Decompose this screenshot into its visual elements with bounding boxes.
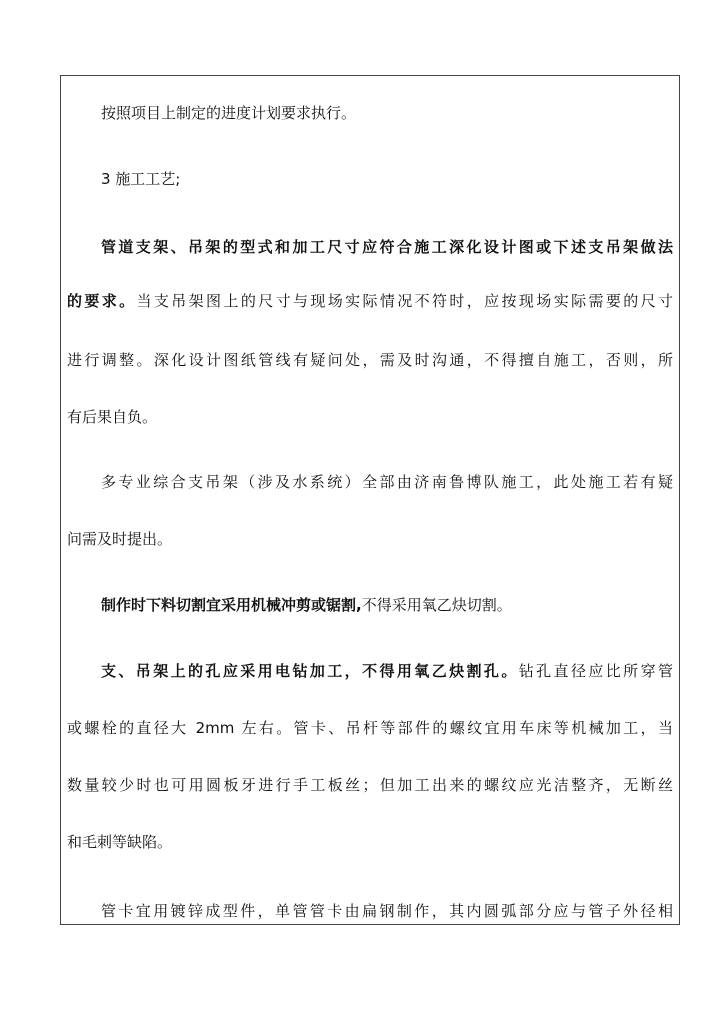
paragraph-holes-line-1 [67,660,673,682]
paragraph-cutting [67,594,673,616]
paragraph-holes-line-3 [67,774,673,796]
text-line: 当支吊架图上的尺寸与现场实际情况不符时，应按现场实际需要的尺寸 [136,292,673,310]
bold-text: 制作时下料切割宜采用机械冲剪或锯割, [101,596,362,614]
text-line: 或螺栓的直径大 2mm 左右。管卡、吊杆等部件的螺纹宜用车床等机械加工，当 [67,719,673,737]
bold-text: 的要求。 [67,292,137,310]
text-line: 钻孔直径应比所穿管 [518,662,673,680]
text-line: 不得采用氧乙炔切割。 [361,596,512,614]
paragraph-multi-discipline-line-1 [67,471,673,493]
text-line: 多专业综合支吊架（涉及水系统）全部由济南鲁博队施工，此处施工若有疑 [101,473,673,491]
text-line: 管卡宜用镀锌成型件，单管管卡由扁钢制作，其内圆弧部分应与管子外径相 [101,902,673,920]
paragraph-holes-line-4 [67,831,673,853]
paragraph-support-line-1 [67,236,673,258]
bold-text: 管道支架、吊架的型式和加工尺寸应符合施工深化设计图或下述支吊架做法 [101,238,673,256]
paragraph-schedule [67,102,673,124]
paragraph-holes-line-2 [67,717,673,739]
text-line: 进行调整。深化设计图纸管线有疑问处，需及时沟通，不得擅自施工，否则，所 [67,351,673,369]
paragraph-multi-discipline-line-2 [67,528,673,550]
section-heading [67,168,673,190]
text-line: 问需及时提出。 [67,530,173,548]
text-line: 按照项目上制定的进度计划要求执行。 [101,104,357,122]
text-line: 数量较少时也可用圆板牙进行手工板丝；但加工出来的螺纹应光洁整齐，无断丝 [67,776,673,794]
heading-text: 3 施工工艺; [101,170,181,188]
text-line: 有后果自负。 [67,408,158,426]
document-table-cell [60,75,680,925]
paragraph-support-line-2 [67,290,673,312]
paragraph-support-line-4 [67,406,673,428]
paragraph-support-line-3 [67,349,673,371]
text-line: 和毛刺等缺陷。 [67,833,173,851]
bold-text: 支、吊架上的孔应采用电钻加工，不得用氧乙炔割孔。 [101,662,519,680]
paragraph-pipe-clamp-line-1 [67,900,673,922]
